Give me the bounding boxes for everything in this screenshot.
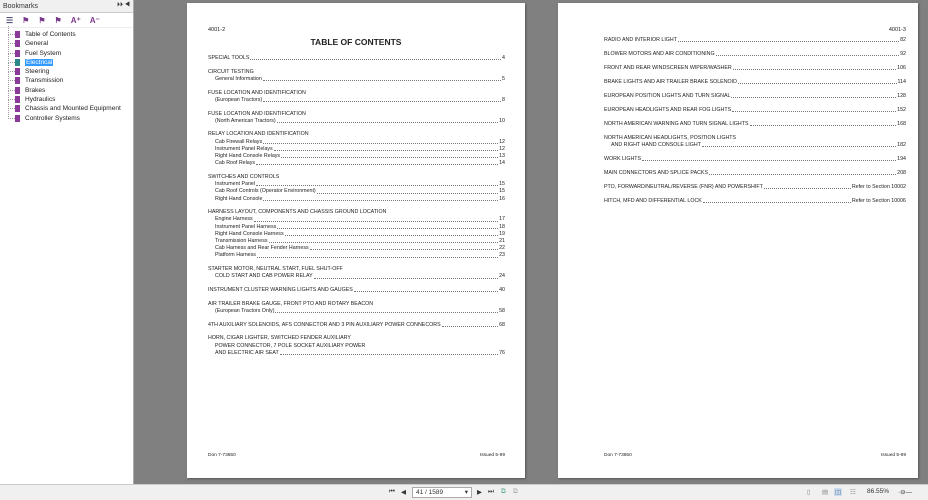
toc-entry-page: 8 <box>502 96 505 103</box>
bookmark-item[interactable] <box>0 39 133 48</box>
panel-controls[interactable]: ⏵⏵ ◀ <box>116 2 130 8</box>
toc-entry[interactable] <box>208 273 505 280</box>
toc-entry-page: 68 <box>499 321 505 328</box>
dot-leader <box>263 101 501 102</box>
toc-entry-title: Cab Firewall Relays <box>215 138 263 145</box>
toc-entry-title: FRONT AND REAR WINDSCREEN WIPER/WASHER <box>604 65 732 71</box>
facing-pages-icon[interactable]: ◫ <box>835 489 842 496</box>
toc-entry[interactable] <box>208 308 505 315</box>
toc-entry-title: Right Hand Console Harness <box>215 230 284 237</box>
dot-leader <box>275 312 498 313</box>
toc-list <box>604 37 906 212</box>
toc-entry-page: 114 <box>897 79 906 85</box>
edit-bookmark-icon[interactable]: ⚑ <box>38 15 46 25</box>
toc-entry[interactable] <box>604 51 906 58</box>
toc-entry[interactable] <box>604 198 906 205</box>
toc-entry-title: RADIO AND INTERIOR LIGHT <box>604 37 677 43</box>
footer-right: Issued 5-99 <box>880 453 906 458</box>
toc-entry-page: 22 <box>499 245 505 252</box>
prev-page-button[interactable]: ◀ <box>401 489 406 496</box>
tree-line <box>8 72 15 81</box>
status-bar <box>0 484 928 500</box>
toc-heading: HARNESS LAYOUT, COMPONENTS AND CHASSIS GROUND LOCATION <box>208 209 387 216</box>
tree-line <box>8 63 15 72</box>
dot-leader <box>733 69 896 70</box>
options-icon[interactable]: ☰ <box>6 15 14 25</box>
first-page-button[interactable]: ⏮ <box>389 488 395 495</box>
toc-entry[interactable] <box>604 79 906 86</box>
toc-entry-page: 19 <box>499 230 505 237</box>
footer-right: Issued 5-99 <box>479 453 505 458</box>
previous-view-icon[interactable]: ⧉ <box>501 488 506 495</box>
toc-group <box>208 69 505 83</box>
toc-entry-page: 10 <box>499 117 505 124</box>
toc-entry[interactable] <box>208 55 505 62</box>
dot-leader <box>263 200 498 201</box>
tree-line <box>8 110 15 119</box>
continuous-icon[interactable]: ▤ <box>822 489 829 496</box>
toc-group <box>208 209 505 259</box>
zoom-out-icon[interactable]: ·⊖— <box>898 489 913 496</box>
toc-entry-title: SPECIAL TOOLS <box>208 55 250 61</box>
toc-entry[interactable] <box>604 121 906 128</box>
toc-entry[interactable] <box>604 37 906 44</box>
toc-entry-page: 152 <box>897 107 906 113</box>
toc-group <box>604 65 906 72</box>
dot-leader <box>254 221 498 222</box>
toc-heading: CIRCUIT TESTING <box>208 68 254 75</box>
toc-entry-title: (North American Tractors) <box>215 117 276 124</box>
toc-entry-title: Right Hand Console <box>215 195 263 202</box>
continuous-facing-icon[interactable]: ☷ <box>850 489 856 496</box>
bookmark-icon <box>15 31 20 38</box>
toc-entry-page: 5 <box>502 75 505 82</box>
toc-entry[interactable] <box>208 153 505 160</box>
toc-entry[interactable] <box>208 188 505 195</box>
toc-group <box>208 335 505 357</box>
toc-group <box>604 107 906 114</box>
delete-bookmark-icon[interactable]: ⚑ <box>54 15 62 25</box>
bookmark-label: Steering <box>25 68 50 76</box>
dot-leader <box>702 146 896 147</box>
toc-entry-title: Cab Roof Relays <box>215 160 256 167</box>
toc-entry-page: 40 <box>499 287 505 294</box>
toc-list <box>208 55 505 364</box>
next-page-button[interactable]: ▶ <box>477 489 482 496</box>
toc-entry-title: EUROPEAN HEADLIGHTS AND REAR FOG LIGHTS <box>604 107 732 113</box>
toc-entry-title: BRAKE LIGHTS AND AIR TRAILER BRAKE SOLENOID <box>604 79 737 85</box>
bookmark-label: Hydraulics <box>25 96 56 104</box>
toc-entry[interactable] <box>208 76 505 83</box>
toc-entry-page: 106 <box>897 65 906 71</box>
bookmark-list <box>0 28 133 123</box>
dot-leader <box>257 257 498 258</box>
toc-entry-title: AND ELECTRIC AIR SEAT <box>215 349 279 356</box>
dot-leader <box>354 291 498 292</box>
toc-entry[interactable] <box>208 224 505 231</box>
toc-entry-title: INSTRUMENT CLUSTER WARNING LIGHTS AND GAUGES <box>208 287 353 294</box>
toc-group <box>208 287 505 294</box>
toc-entry-title: Right Hand Console Relays <box>215 153 281 160</box>
toc-entry-title: Instrument Panel Relays <box>215 145 273 152</box>
bookmarks-toolbar <box>0 13 133 28</box>
toc-entry[interactable] <box>604 142 906 149</box>
page-title: TABLE OF CONTENTS <box>310 37 402 47</box>
bookmark-item[interactable] <box>0 76 133 85</box>
toc-heading: SWITCHES AND CONTROLS <box>208 173 280 180</box>
toc-entry[interactable] <box>208 287 505 294</box>
page-dropdown-icon[interactable]: ▾ <box>464 489 468 496</box>
dot-leader <box>731 97 896 98</box>
toc-entry-title: AND RIGHT HAND CONSOLE LIGHT <box>611 142 701 149</box>
toc-group <box>208 111 505 125</box>
toc-entry[interactable] <box>208 146 505 153</box>
toc-heading: AIR TRAILER BRAKE GAUGE, FRONT PTO AND ROTARY BEACON <box>208 300 374 307</box>
tree-line <box>8 26 15 35</box>
toc-entry[interactable] <box>208 322 505 329</box>
bookmark-icon <box>15 40 20 47</box>
toc-heading: NORTH AMERICAN HEADLIGHTS, POSITION LIGHTS <box>604 135 737 141</box>
bookmark-icon <box>15 59 20 66</box>
toc-group <box>604 121 906 128</box>
toc-entry-page: 58 <box>499 307 505 314</box>
toc-entry[interactable] <box>604 170 906 177</box>
toc-entry[interactable] <box>208 231 505 238</box>
dot-leader <box>256 185 498 186</box>
page-number-input[interactable] <box>412 487 472 498</box>
bookmark-icon <box>15 50 20 57</box>
toc-entry-page: 76 <box>499 349 505 356</box>
font-decrease-icon[interactable]: A⁻ <box>89 15 100 25</box>
dot-leader <box>256 164 498 165</box>
toc-entry-page: 12 <box>499 145 505 152</box>
toc-entry[interactable] <box>208 238 505 245</box>
toc-group <box>208 90 505 104</box>
toc-entry-title: EUROPEAN POSITION LIGHTS AND TURN SIGNAL <box>604 93 731 99</box>
toc-entry-page: 92 <box>900 51 906 57</box>
toc-entry[interactable] <box>208 216 505 223</box>
toc-entry-title: WORK LIGHTS <box>604 156 642 163</box>
toc-entry-page: 14 <box>499 160 505 167</box>
dot-leader <box>263 80 501 81</box>
dot-leader <box>678 41 899 42</box>
bookmark-item[interactable] <box>0 49 133 58</box>
toc-heading: POWER CONNECTOR, 7 POLE SOCKET AUXILIARY POWER <box>215 342 366 349</box>
toc-group <box>208 322 505 329</box>
dot-leader <box>250 59 501 60</box>
bookmark-item[interactable] <box>0 114 133 123</box>
toc-entry-page: 82 <box>900 37 906 43</box>
dot-leader <box>716 55 900 56</box>
toc-entry-title: Engine Harness <box>215 216 253 223</box>
toc-entry-title: BLOWER MOTORS AND AIR CONDITIONING <box>604 51 715 57</box>
page-4001-2 <box>187 3 525 478</box>
toc-entry-page: 182 <box>897 142 906 149</box>
toc-entry-page: 4 <box>502 55 505 61</box>
dot-leader <box>277 228 498 229</box>
dot-leader <box>750 125 897 126</box>
bookmark-item[interactable] <box>0 86 133 95</box>
bookmark-item[interactable] <box>0 58 133 67</box>
bookmark-label: Controller Systems <box>25 114 80 122</box>
dot-leader <box>732 111 896 112</box>
dot-leader <box>274 150 498 151</box>
dot-leader <box>280 354 498 355</box>
toc-entry-title: NORTH AMERICAN WARNING AND TURN SIGNAL LIGHTS <box>604 121 749 127</box>
toc-heading: STARTER MOTOR, NEUTRAL START, FUEL SHUT-OFF <box>208 266 343 273</box>
dot-leader <box>281 157 498 158</box>
toc-entry-title: Transmission Harness <box>215 238 268 245</box>
bookmark-label: Electrical <box>26 58 53 66</box>
toc-entry-title: Instrument Panel <box>215 181 256 188</box>
toc-heading: FUSE LOCATION AND IDENTIFICATION <box>208 89 306 96</box>
toc-entry-page: 12 <box>499 138 505 145</box>
dot-leader <box>442 326 498 327</box>
dot-leader <box>285 235 498 236</box>
bookmark-label: Table of Contents <box>25 31 76 38</box>
toc-group <box>604 93 906 100</box>
tree-line <box>8 91 15 100</box>
toc-entry-title: General Information <box>215 75 262 82</box>
toc-entry[interactable] <box>604 107 906 114</box>
toc-entry-page: 13 <box>499 153 505 160</box>
toc-group <box>604 135 906 149</box>
toc-entry-page: 15 <box>499 181 505 188</box>
page-number: 4001-2 <box>208 27 226 33</box>
toc-entry[interactable] <box>604 184 906 191</box>
toc-entry-title: MAIN CONNECTORS AND SPLICE PACKS <box>604 170 708 177</box>
toc-entry[interactable] <box>208 350 505 357</box>
bookmark-icon <box>15 87 20 94</box>
toc-entry-page: 23 <box>499 252 505 259</box>
toc-entry[interactable] <box>208 97 505 104</box>
toc-group <box>208 174 505 203</box>
font-increase-icon[interactable]: A⁺ <box>70 15 81 25</box>
bookmark-icon <box>15 96 20 103</box>
toc-entry-title: 4TH AUXILIARY SOLENOIDS, AFS CONNECTOR AND 3 PIN AUXILIARY POWER CONNECORS <box>208 321 441 328</box>
bookmark-label: Brakes <box>25 86 46 94</box>
dot-leader <box>764 188 851 189</box>
add-bookmark-icon[interactable]: ⚑ <box>22 15 30 25</box>
bookmark-label: Fuel System <box>25 49 62 57</box>
toc-entry-title: Cab Roof Controls (Operator Environment) <box>215 188 316 195</box>
tree-line <box>8 82 15 91</box>
toc-entry[interactable] <box>208 181 505 188</box>
bookmark-label: Transmission <box>25 77 64 85</box>
bookmark-item[interactable] <box>0 95 133 104</box>
single-page-icon[interactable]: ▯ <box>807 489 811 496</box>
bookmark-icon <box>15 105 20 112</box>
tree-line <box>8 35 15 44</box>
toc-entry-page: 194 <box>897 156 906 163</box>
bookmark-item[interactable] <box>0 67 133 76</box>
toc-entry-page: 168 <box>897 121 906 127</box>
tree-line <box>8 54 15 63</box>
dot-leader <box>314 278 498 279</box>
toc-group <box>604 156 906 163</box>
toc-entry[interactable] <box>208 245 505 252</box>
toc-entry-title: COLD START AND CAB POWER RELAY <box>215 273 313 280</box>
toc-group <box>208 266 505 280</box>
bookmark-icon <box>15 77 20 84</box>
footer-left: Don 7-73650 <box>604 453 632 458</box>
tree-line <box>8 45 15 54</box>
toc-group <box>208 301 505 315</box>
toc-entry-page: 16 <box>499 195 505 202</box>
toc-entry-page: 15 <box>499 188 505 195</box>
toc-group <box>208 55 505 62</box>
toc-heading: RELAY LOCATION AND IDENTIFICATION <box>208 131 309 138</box>
bookmarks-panel <box>0 0 134 484</box>
toc-entry-title: Cab Harness and Rear Fender Harness <box>215 245 309 252</box>
toc-entry-page: 17 <box>499 216 505 223</box>
zoom-level[interactable]: 86.55% <box>867 488 890 495</box>
footer-left: Don 7-73650 <box>208 453 236 458</box>
toc-group <box>604 184 906 191</box>
toc-entry[interactable] <box>604 65 906 72</box>
toc-entry-page: 128 <box>897 93 906 99</box>
toc-group <box>604 79 906 86</box>
tree-line <box>8 100 15 109</box>
toc-heading: HORN, CIGAR LIGHTER, SWITCHED FENDER AUXILIARY <box>208 335 351 342</box>
bookmark-label: Chassis and Mounted Equipment <box>25 105 121 113</box>
toc-entry-page: 18 <box>499 223 505 230</box>
toc-entry-page: Refer to Section 10002 <box>851 184 906 191</box>
bookmark-item[interactable] <box>0 30 133 39</box>
toc-entry[interactable] <box>604 156 906 163</box>
toc-entry[interactable] <box>208 196 505 203</box>
dot-leader <box>738 83 897 84</box>
toc-group <box>604 51 906 58</box>
bookmarks-title: Bookmarks <box>3 3 39 10</box>
next-view-icon[interactable]: ⧉ <box>513 488 518 495</box>
bookmark-label: General <box>25 40 49 48</box>
dot-leader <box>263 143 498 144</box>
toc-entry-page: 21 <box>499 238 505 245</box>
dot-leader <box>703 202 851 203</box>
toc-entry[interactable] <box>208 160 505 167</box>
toc-entry-page: 24 <box>499 273 505 280</box>
dot-leader <box>317 193 498 194</box>
toc-group <box>604 170 906 177</box>
toc-entry[interactable] <box>208 118 505 125</box>
bookmark-icon <box>15 68 20 75</box>
toc-entry-title: HITCH, MFD AND DIFFERENTIAL LOCK <box>604 198 702 205</box>
toc-entry-page: 208 <box>897 170 906 177</box>
toc-entry-title: Platform Harness <box>215 252 256 259</box>
dot-leader <box>709 174 896 175</box>
toc-group <box>604 37 906 44</box>
toc-entry[interactable] <box>208 139 505 146</box>
page-number: 4001-3 <box>888 27 906 33</box>
bookmark-item[interactable] <box>0 104 133 113</box>
page-number-value: 41 / 1589 <box>416 489 444 496</box>
toc-entry-title: (European Tractors Only) <box>215 307 275 314</box>
dot-leader <box>642 160 896 161</box>
dot-leader <box>277 122 498 123</box>
last-page-button[interactable]: ⏭ <box>488 488 494 495</box>
bookmark-icon <box>15 115 20 122</box>
toc-entry-title: (European Tractors) <box>215 96 263 103</box>
toc-entry-title: PTO, FORWARD/NEUTRAL/REVERSE (FNR) AND POWERSHIFT <box>604 184 763 191</box>
dot-leader <box>269 242 499 243</box>
toc-entry-title: Instrument Panel Harness <box>215 223 277 230</box>
toc-entry-page: Refer to Section 10006 <box>851 198 906 205</box>
bookmarks-header <box>0 0 133 13</box>
toc-entry[interactable] <box>208 252 505 259</box>
toc-group <box>208 131 505 167</box>
toc-heading: FUSE LOCATION AND IDENTIFICATION <box>208 110 306 117</box>
page-4001-3 <box>558 3 918 478</box>
toc-group <box>604 198 906 205</box>
toc-entry[interactable] <box>604 93 906 100</box>
dot-leader <box>310 249 498 250</box>
document-viewer[interactable] <box>135 0 928 484</box>
